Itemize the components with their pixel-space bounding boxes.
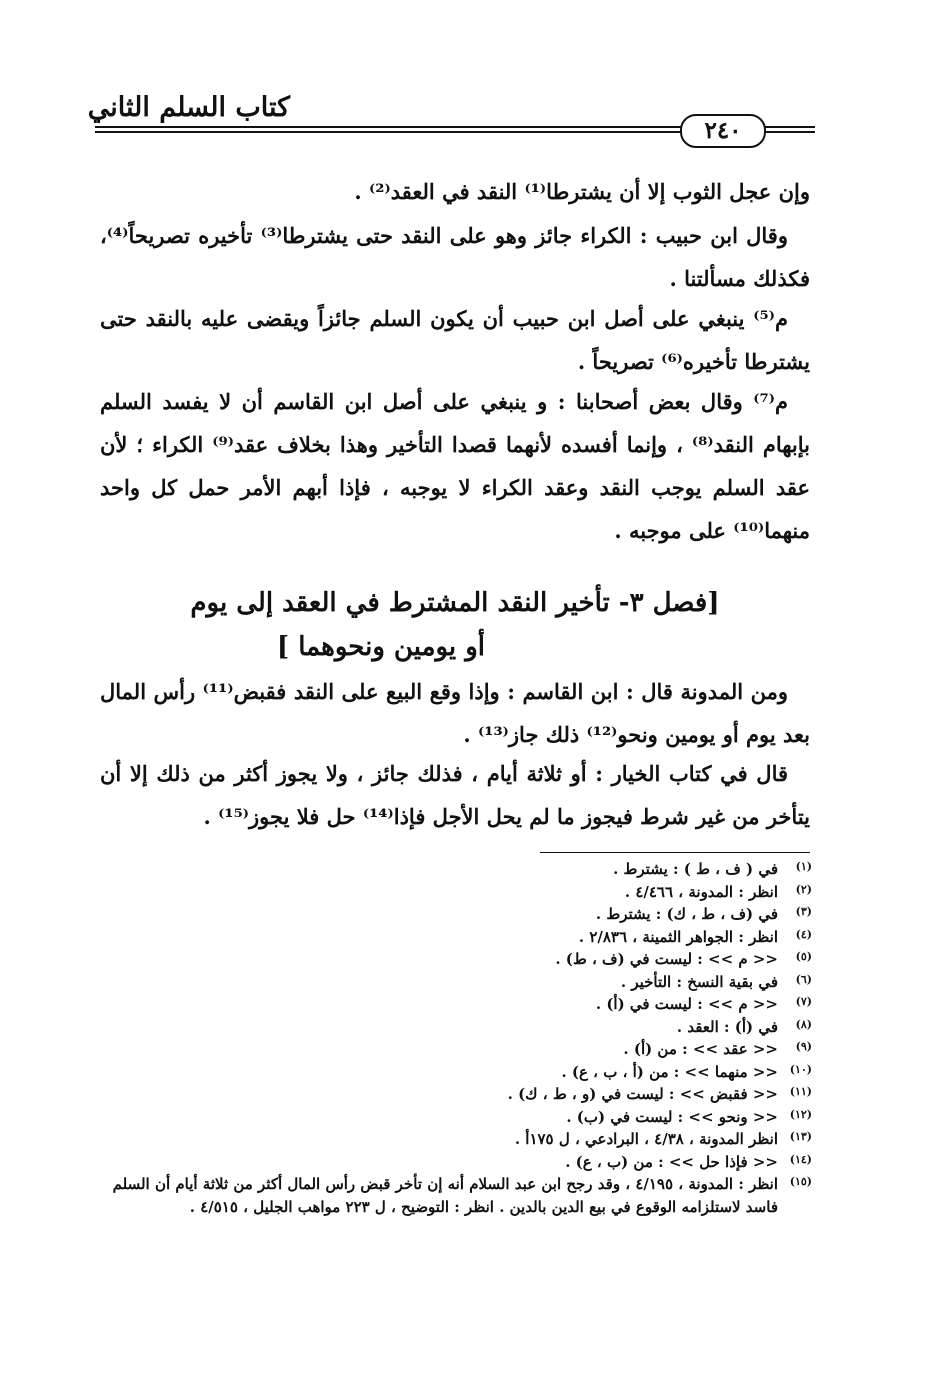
- footnote-text: << م >> : ليست في (أ) .: [595, 995, 778, 1013]
- footnote: [100, 1128, 812, 1151]
- footnote-text: << منهما >> : من (أ ، ب ، ع) .: [561, 1062, 778, 1081]
- paragraph-1: وإن عجل الثوب إلا أن يشترطا⁽¹⁾ النقد في العقد⁽²⁾ .: [354, 179, 810, 204]
- footnote-text: انظر : المدونة ، ٤/١٩٥ ، وقد رجح ابن عبد السلام أنه إن تأخر قبض رأس المال أكثر من ثلاثة أيام أن السلم فاسد لاستلزامه الوقوع في بيع الدين بالدين . انظر : التوضيح ، ل ٢٢٣ مواهب الجليل ، ٤/٥١٥ .: [112, 1175, 778, 1216]
- footnote-number: (٧): [795, 995, 812, 1008]
- footnote-text: << م >> : ليست في (ف ، ط) .: [555, 950, 778, 968]
- footnote-number: (٦): [795, 972, 812, 986]
- footnote-number: (١٢): [789, 1107, 812, 1121]
- footnote: [100, 1061, 812, 1084]
- footnote: [100, 903, 812, 926]
- footnote-text: << فقبض >> : ليست في (و ، ط ، ك) .: [507, 1085, 778, 1103]
- running-title: كتاب السلم الثاني: [87, 92, 290, 123]
- footnote-separator: [540, 852, 810, 853]
- paragraph-3: م⁽⁵⁾ ينبغي على أصل ابن حبيب أن يكون السلم جائزاً ويقضى عليه بالنقد حتى يشترطا تأخيره⁽⁶⁾ تصريحاً .: [100, 306, 810, 374]
- section-paragraph-1: ومن المدونة قال : ابن القاسم : وإذا وقع البيع على النقد فقبض⁽¹¹⁾ رأس المال بعد يوم أو يومين ونحو⁽¹²⁾ ذلك جاز⁽¹³⁾ .: [100, 679, 810, 747]
- section-title-line-1: [فصل ٣- تأخير النقد المشترط في العقد إلى يوم: [190, 588, 720, 618]
- footnote-number: (١٣): [789, 1130, 812, 1143]
- page-number: ٢٤٠: [680, 114, 766, 148]
- footnote-number: (١٠): [789, 1062, 812, 1076]
- footnote-number: (١١): [789, 1085, 812, 1098]
- footnote-text: في (ف ، ط ، ك) : يشترط .: [595, 905, 778, 923]
- footnote-text: في بقية النسخ : التأخير .: [620, 972, 778, 991]
- footnote: [100, 1151, 812, 1174]
- paragraph-4: م⁽⁷⁾ وقال بعض أصحابنا : و ينبغي على أصل ابن القاسم أن لا يفسد السلم بإبهام النقد⁽⁸⁾ ، وإنما أفسده لأنهما قصدا التأخير وهذا بخلاف عقد⁽⁹⁾ الكراء ؛ لأن عقد السلم يوجب النقد وعقد الكراء لا يوجبه ، فإذا أبهم الأمر حمل كل واحد منهما⁽¹⁰⁾ على موجبه .: [100, 389, 811, 543]
- paragraph-2: وقال ابن حبيب : الكراء جائز وهو على النقد حتى يشترطا⁽³⁾ تأخيره تصريحاً⁽⁴⁾، فكذلك مسألتنا .: [100, 223, 810, 291]
- footnote-number: (١٤): [789, 1152, 812, 1166]
- footnote: [100, 1106, 812, 1129]
- footnote: [100, 1038, 812, 1061]
- footnote-number: (١٥): [789, 1175, 812, 1188]
- footnote: [100, 1016, 812, 1039]
- footnote-text: << فإذا حل >> : من (ب ، ع) .: [565, 1152, 778, 1171]
- footnote: [100, 881, 812, 904]
- footnote: [100, 971, 812, 994]
- footnote: [100, 858, 812, 881]
- footnote-number: (٩): [795, 1040, 812, 1053]
- footnote-text: انظر المدونة ، ٤/٣٨ ، البرادعي ، ل ١٧٥أ .: [514, 1130, 778, 1148]
- footnote-number: (٨): [795, 1017, 812, 1031]
- footnote-number: (٤): [795, 927, 812, 941]
- footnote-number: (٥): [795, 950, 812, 963]
- footnotes-list: [100, 858, 812, 1218]
- footnote-text: انظر : الجواهر الثمينة ، ٢/٨٣٦ .: [578, 927, 778, 946]
- footnote: [100, 948, 812, 971]
- footnote-number: (٣): [795, 905, 812, 918]
- section-title-line-2: أو يومين ونحوهما ]: [276, 632, 485, 662]
- footnote-text: في ( ف ، ط ) : يشترط .: [613, 860, 778, 878]
- footnote-number: (٢): [795, 882, 812, 896]
- footnote-text: << ونحو >> : ليست في (ب) .: [566, 1107, 778, 1126]
- footnote-text: انظر : المدونة ، ٤/٤٦٦ .: [624, 882, 778, 901]
- footnote-text: << عقد >> : من (أ) .: [623, 1040, 778, 1058]
- footnote-number: (١): [795, 860, 812, 873]
- footnote: [100, 993, 812, 1016]
- footnote: [100, 1173, 812, 1218]
- section-paragraph-2: قال في كتاب الخيار : أو ثلاثة أيام ، فذلك جائز ، ولا يجوز أكثر من ذلك إلا أن يتأخر من غير شرط فيجوز ما لم يحل الأجل فإذا⁽¹⁴⁾ حل فلا يجوز⁽¹⁵⁾ .: [100, 761, 810, 829]
- footnote-text: في (أ) : العقد .: [676, 1017, 778, 1036]
- footnote: [100, 1083, 812, 1106]
- footnote: [100, 926, 812, 949]
